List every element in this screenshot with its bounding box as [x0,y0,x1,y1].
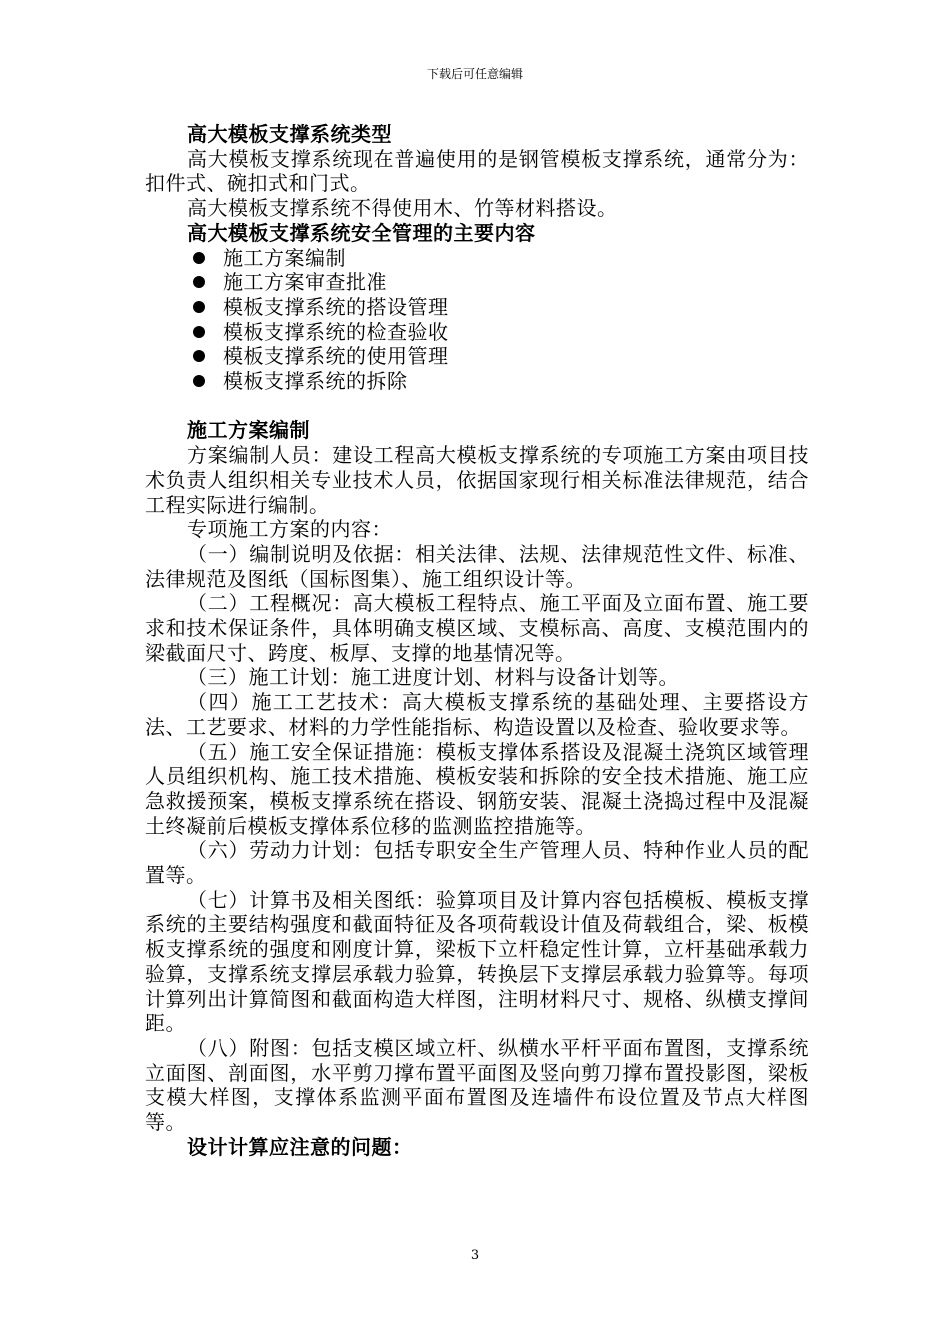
document-body [145,122,809,1160]
plan-item: （三）施工计划：施工进度计划、材料与设备计划等。 [187,665,679,690]
list-item: 施工方案编制 [145,246,809,271]
bullet-icon [193,350,205,362]
plan-item: （二）工程概况：高大模板工程特点、施工平面及立面布置、施工要求和技术保证条件，具体明确支模区域、支模标高、高度、支模范围内的梁截面尺寸、跨度、板厚、支撑的地基情况等。 [145,591,809,665]
paragraph-materials: 高大模板支撑系统不得使用木、竹等材料搭设。 [187,196,618,221]
bullet-icon [193,276,205,288]
bullet-icon [193,326,205,338]
paragraph-content-intro: 专项施工方案的内容： [187,517,392,542]
plan-item: （八）附图：包括支模区域立杆、纵横水平杆平面布置图，支撑系统立面图、剖面图，水平剪刀撑布置平面图及竖向剪刀撑布置投影图，梁板支模大样图，支撑体系监测平面布置图及连墙件布设位置及节点大样图等。 [145,1036,809,1135]
plan-item: （一）编制说明及依据：相关法律、法规、法律规范性文件、标准、法律规范及图纸（国标图集）、施工组织设计等。 [145,541,809,591]
list-item: 模板支撑系统的检查验收 [145,320,809,345]
section-title-management: 高大模板支撑系统安全管理的主要内容 [187,220,536,245]
paragraph-types: 高大模板支撑系统现在普遍使用的是钢管模板支撑系统，通常分为：扣件式、碗扣式和门式。 [145,146,809,196]
plan-item: （四）施工工艺技术：高大模板支撑系统的基础处理、主要搭设方法、工艺要求、材料的力学性能指标、构造设置以及检查、验收要求等。 [145,690,809,739]
bullet-icon [193,301,205,313]
list-item: 模板支撑系统的使用管理 [145,344,809,369]
section-title-types: 高大模板支撑系统类型 [187,122,392,146]
plan-item: （五）施工安全保证措施：模板支撑体系搭设及混凝土浇筑区域管理人员组织机构、施工技术措施、模板安装和拆除的安全技术措施、施工应急救援预案，模板支撑系统在搭设、钢筋安装、混凝土浇捣过程中及混凝土终凝前后模板支撑体系位移的监测监控措施等。 [145,739,809,838]
section-title-plan: 施工方案编制 [187,418,310,443]
list-item: 施工方案审查批准 [145,270,809,295]
list-item: 模板支撑系统的拆除 [145,369,809,394]
bullet-icon [193,375,205,387]
section-title-design: 设计计算应注意的问题： [187,1134,413,1159]
plan-item: （六）劳动力计划：包括专职安全生产管理人员、特种作业人员的配置等。 [145,838,809,888]
management-list [145,246,809,394]
page-header: 下载后可任意编辑 [426,67,523,81]
plan-item: （七）计算书及相关图纸：验算项目及计算内容包括模板、模板支撑系统的主要结构强度和截面特征及各项荷载设计值及荷载组合，梁、板模板支撑系统的强度和刚度计算，梁板下立杆稳定性计算，立杆基础承载力验算，支撑系统支撑层承载力验算，转换层下支撑层承载力验算等。每项计算列出计算简图和截面构造大样图，注明材料尺寸、规格、纵横支撑间距。 [145,887,809,1036]
bullet-icon [193,252,205,264]
spacer [145,394,809,419]
list-item: 模板支撑系统的搭设管理 [145,295,809,320]
paragraph-staff: 方案编制人员：建设工程高大模板支撑系统的专项施工方案由项目技术负责人组织相关专业技术人员，依据国家现行相关标准法律规范，结合工程实际进行编制。 [145,443,809,517]
page-number: 3 [470,1248,480,1263]
